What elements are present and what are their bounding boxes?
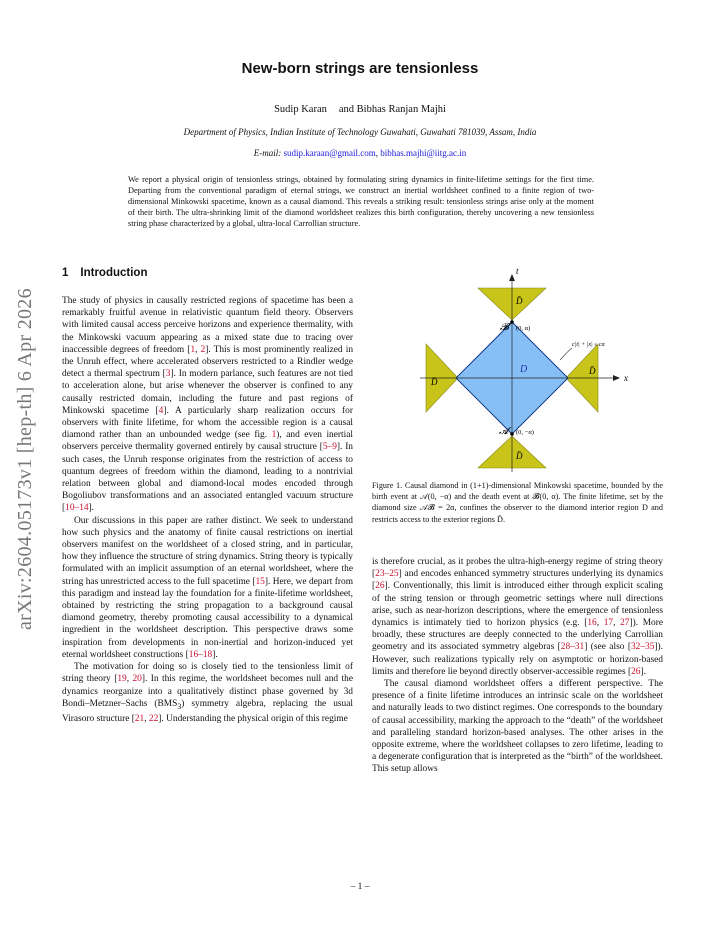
page-number: – 1 –: [350, 882, 370, 892]
email-line: [0, 148, 720, 158]
exterior-label-bottom: D̄: [516, 451, 523, 461]
section-number: 1: [62, 267, 69, 279]
text-run: ]. In such cases, the Unruh response originates from the restriction of access to quantum degrees of freedom within the diamond, leading to a nontrivial relation between global and diamond-local modes encoded through Bogoliubov transformations and an associated entangled vacuum structure [: [62, 442, 353, 514]
region-d-label: D: [520, 364, 528, 375]
text-run: ) symmetry algebra, replacing the usual Virasoro structure [: [62, 698, 353, 724]
citation-link[interactable]: 20: [132, 674, 142, 685]
email-link[interactable]: sudip.karaan@gmail.com: [283, 148, 376, 158]
text-run: ] (see also [: [584, 642, 631, 653]
citation-link[interactable]: 3: [165, 369, 171, 380]
birth-event-point: [510, 432, 514, 436]
citation-link[interactable]: 27: [620, 618, 630, 629]
text-run: ].: [88, 503, 95, 514]
exterior-label-left: D̄: [431, 377, 438, 387]
text-run: ]). However, such realizations typically rely on asymptotic or horizon-based limits and therefore lie beyond directly observer-accessible regimes [: [372, 642, 663, 677]
author-name: and Bibhas Ranjan Majhi: [338, 104, 446, 115]
text-run: ].: [212, 649, 218, 660]
causal-diamond-figure: [412, 262, 652, 477]
citation-link[interactable]: 2: [200, 344, 206, 355]
citation-link[interactable]: 32–35: [630, 642, 655, 653]
text-run: ].: [640, 666, 646, 677]
condition-label: c|t| + |x| ≤ cα: [572, 342, 605, 348]
text-run: ] and encodes enhanced symmetry structures underlying its dynamics [: [372, 569, 663, 592]
text-run: ]). More broadly, these structures are deeply connected to the underlying Carrollian geometry and its associated symmetry algebras [: [372, 618, 664, 653]
body-paragraph: [62, 515, 353, 661]
citation-link[interactable]: 26: [631, 666, 641, 677]
text-run: ]. A particularly sharp realization occurs for observers with finite lifetime, for whom the accessible region is a causal diamond rather than an unbounded wedge (see fig.: [62, 405, 353, 441]
text-run: ]. Here, we depart from this paradigm and instead lay the foundation for a finite-lifetime worldsheet, obtained by restricting the string propagation to a background causal diamond geometry, thereby promoting causal accessibility to a dynamical ingredient in the worldsheet description. This perspective draws some inspiration from developments in non-inertial and horizon-induced yet eternal worldsheet constructions [: [62, 576, 353, 660]
t-axis-label: t: [516, 266, 519, 276]
citation-link[interactable]: 1: [271, 430, 277, 441]
figure-caption: Figure 1. Causal diamond in (1+1)-dimensional Minkowski spacetime, bounded by the birth event at 𝒜(0, −α) and the death event at 𝓑(0, α). The finite lifetime, set by the diamond size 𝒜𝓑 = 2α, confines the observer to the diamond interior region D and restricts access to the exterior regions D̄.: [372, 481, 663, 524]
text-run: ,: [613, 618, 621, 629]
right-column: [372, 556, 663, 776]
citation-link[interactable]: 21: [134, 713, 145, 724]
text-run: ]. Understanding the physical origin of this regime: [158, 713, 348, 724]
coord-a-label: (0, −α): [516, 429, 534, 436]
citation-link[interactable]: 26: [375, 581, 385, 592]
left-column: [62, 295, 353, 725]
email-label: E-mail:: [253, 148, 282, 158]
citation-link[interactable]: 19: [117, 674, 127, 685]
citation-link[interactable]: 17: [603, 618, 614, 629]
section-heading: [62, 267, 147, 279]
body-paragraph: [62, 295, 353, 515]
text-run: ,: [195, 344, 201, 355]
citation-link[interactable]: 5–9: [322, 442, 337, 453]
exterior-label-right: D̄: [589, 366, 596, 376]
citation-link[interactable]: 28–31: [560, 642, 585, 653]
body-paragraph: [62, 661, 353, 725]
text-run: ]. In this regime, the worldsheet becomes null and the dynamics reorganize into a qualitatively distinct phase governed by 3d Bondi–Metzner–Sachs (BMS: [62, 674, 353, 709]
condition-pointer: [560, 348, 572, 360]
text-run: ,: [144, 713, 149, 724]
email-link[interactable]: bibhas.majhi@iitg.ac.in: [380, 148, 467, 158]
arxiv-identifier: arXiv:2604.05173v1 [hep-th] 6 Apr 2026: [14, 288, 36, 630]
text-run: The motivation for doing so is closely tied to the tensionless limit of string theory [: [62, 662, 353, 685]
citation-link[interactable]: 15: [255, 576, 265, 587]
citation-link[interactable]: 16–18: [188, 649, 213, 660]
vertex-a-label: 𝓐: [499, 426, 509, 437]
death-event-point: [510, 320, 514, 324]
text-run: ]. In modern parlance, such features are not tied to acceleration alone, but arise whenever the observer is confined to any causally restricted domain, including the future and past regions of Minkowski spacetime [: [62, 369, 353, 416]
text-run: The causal diamond worldsheet offers a different perspective. The presence of a finite lifetime introduces an intrinsic scale on the worldsheet and naturally leads to two distinct regimes. One corresponds to the boundary of causal accessibility, marking the approach to the “death” of the worldsheet and paralleling standard horizon-based analyses. The other arises in the opposite extreme, where the worldsheet collapses to zero lifetime, leading to a degenerate configuration that is interpreted as the “birth” of the worldsheet. This setup allows: [372, 679, 663, 775]
paper-title: New-born strings are tensionless: [241, 60, 479, 77]
text-run: Our discussions in this paper are rather distinct. We seek to understand how such physics and the anatomy of finite causal restrictions on inertial observers manifest on the worldsheet of a closed string, and in particular, how they influence the structure of string dynamics. String theory is typically formulated with an implicit assumption of an eternal worldsheet, where the string has unrestricted access to the full spacetime [: [62, 515, 353, 587]
text-run: ]. This is most prominently realized in the Unruh effect, where accelerated observers restricted to a Rindler wedge detect a thermal spectrum [: [62, 344, 354, 380]
citation-link[interactable]: 4: [158, 405, 164, 416]
section-title: Introduction: [80, 267, 148, 279]
abstract: We report a physical origin of tensionless strings, obtained by formulating string dynamics in finite-lifetime settings for the first time. Departing from the conventional paradigm of eternal strings, we construct an inertial worldsheet confined to a finite region of two-dimensional Minkowski spacetime, known as a causal diamond. This reveals a striking result: tensionless strings arise only at the moment of their birth. The ultra-shrinking limit of the diamond worldsheet realizes this birth configuration, thereby uncovering a new tensionless string phase characterized by a global, ultra-local Carrollian structure.: [128, 175, 594, 229]
coord-b-label: (0, α): [516, 325, 531, 332]
citation-link[interactable]: 23–25: [375, 569, 399, 580]
author-list: [0, 104, 720, 115]
body-paragraph: [372, 678, 663, 776]
text-run: ,: [596, 618, 604, 629]
text-run: is therefore crucial, as it probes the ultra-high-energy regime of string theory [: [372, 557, 663, 580]
citation-link[interactable]: 1: [190, 344, 196, 355]
x-axis-arrow: [613, 375, 620, 381]
body-paragraph: [372, 556, 663, 678]
subscript: 3: [177, 701, 182, 711]
email-separator: ,: [375, 148, 378, 158]
vertex-b-label: 𝓑: [500, 322, 509, 333]
text-run: The study of physics in causally restricted regions of spacetime has been a remarkably fruitful avenue in relativistic quantum field theory. Observers with limited causal access perceive horizons and experience thermality, with the Minkowski vacuum appearing as a mixed state due to tracing over inaccessible degrees of freedom [: [62, 296, 353, 355]
t-axis-arrow: [509, 274, 515, 281]
citation-link[interactable]: 16: [587, 618, 597, 629]
text-run: ), and even inertial observers perceive thermality governed entirely by causal structure [: [62, 430, 353, 453]
text-run: ,: [126, 674, 133, 685]
author-name: Sudip Karan: [274, 104, 327, 115]
x-axis-label: x: [624, 373, 628, 383]
affiliation: Department of Physics, Indian Institute of Technology Guwahati, Guwahati 781039, Assam, India: [183, 127, 537, 137]
citation-link[interactable]: 22: [148, 713, 159, 724]
citation-link[interactable]: 10–14: [65, 503, 89, 514]
text-run: ]. Conventionally, this limit is introduced either through explicit scaling of the string tension or through geometric settings where null directions arise, such as near-horizon descriptions, where the emergence of tensionless dynamics is intimately tied to horizon physics (e.g. [: [372, 581, 663, 629]
exterior-label-top: D̄: [516, 296, 523, 306]
